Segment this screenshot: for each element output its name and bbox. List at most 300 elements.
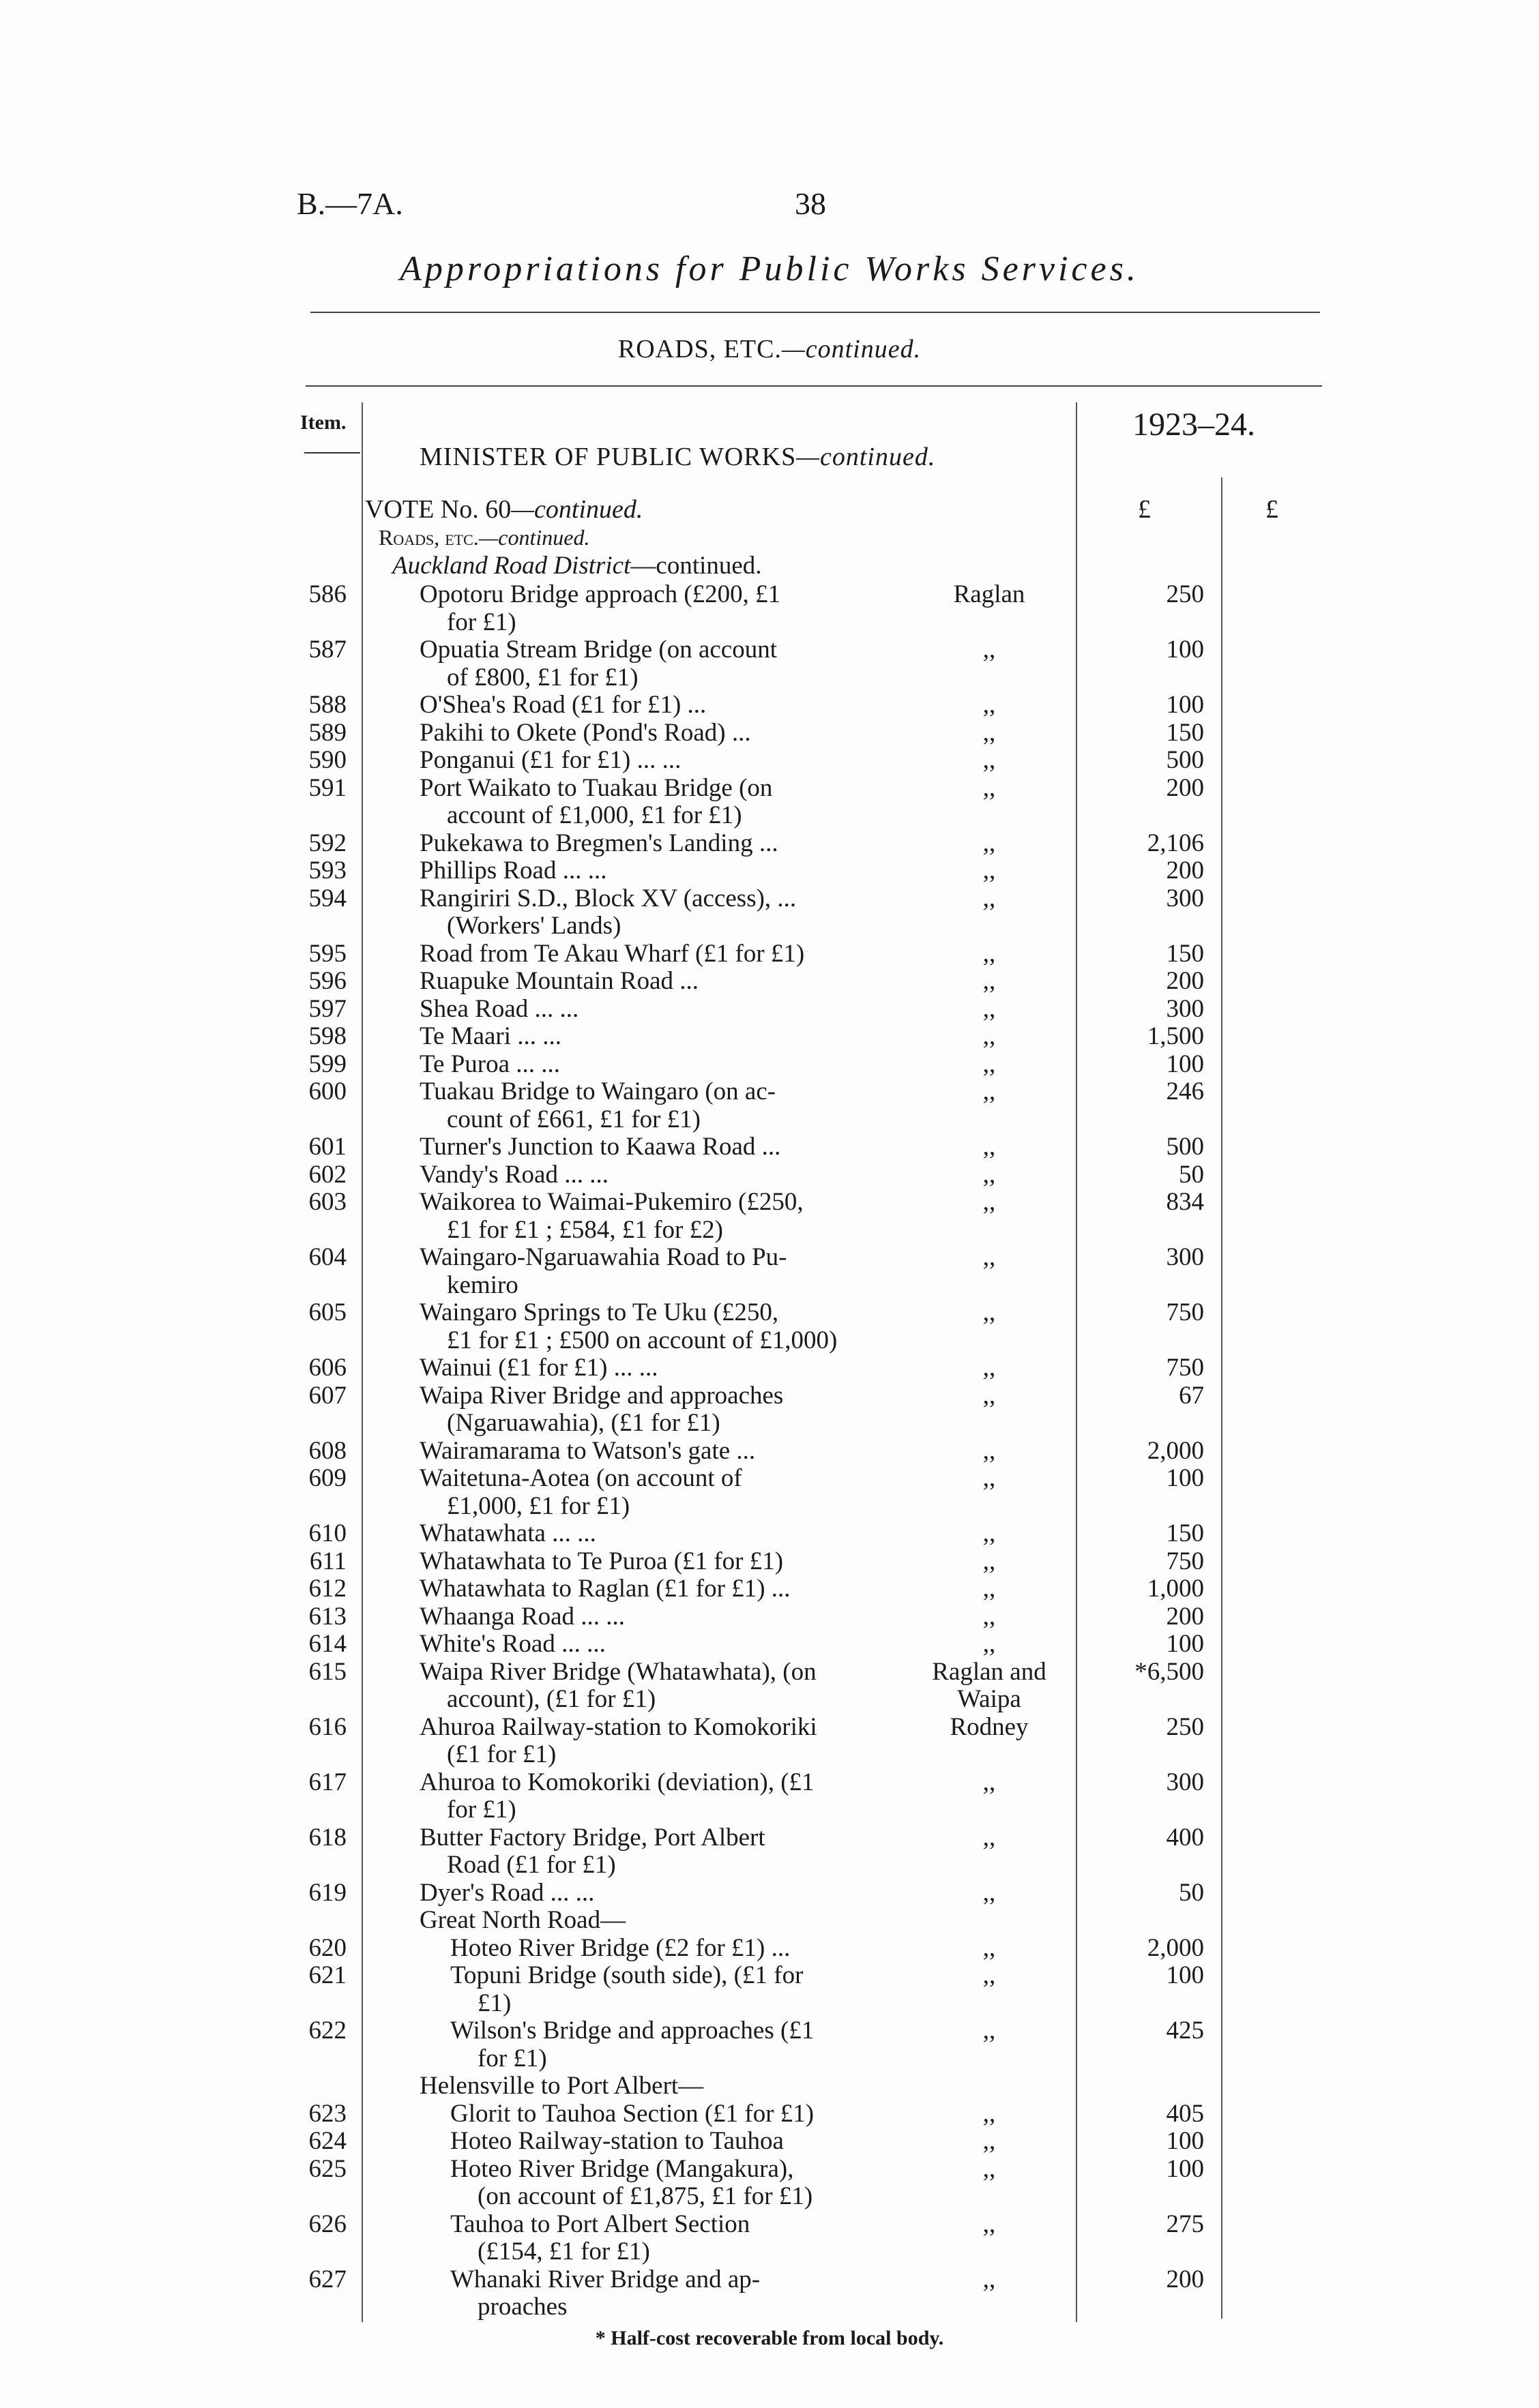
electoral-district: ,, [982, 636, 996, 664]
item-number: 593 [308, 857, 347, 885]
item-number: 626 [308, 2210, 347, 2238]
item-number: 617 [308, 1768, 347, 1796]
amount: 100 [1166, 1630, 1204, 1658]
appropriation-table [0, 581, 1539, 2321]
item-description [420, 1299, 894, 1354]
item-number: 605 [308, 1298, 347, 1326]
item-number: 625 [308, 2154, 347, 2183]
table-row [0, 2072, 1539, 2100]
description-line: Butter Factory Bridge, Port Albert [420, 1823, 765, 1852]
amount: 500 [1166, 1133, 1204, 1161]
description-line: Waipa River Bridge and approaches [420, 1381, 784, 1410]
item-description [420, 830, 894, 858]
electoral-district: ,, [982, 1354, 996, 1382]
amount: 300 [1166, 1768, 1204, 1796]
amount: *6,500 [1134, 1657, 1204, 1686]
electoral-district: Raglan and Waipa [932, 1657, 1046, 1713]
table-row [0, 775, 1539, 830]
item-description [420, 581, 894, 636]
electoral-district: ,, [982, 1547, 996, 1575]
amount: 250 [1166, 580, 1204, 608]
amount: 67 [1179, 1381, 1204, 1410]
description-line: £1 for £1 ; £500 on account of £1,000) [447, 1326, 838, 1354]
item-number: 587 [308, 636, 347, 664]
table-row [0, 1714, 1539, 1769]
electoral-district: ,, [982, 2099, 996, 2128]
description-line: proaches [478, 2293, 568, 2321]
table-row [0, 885, 1539, 940]
table-row [0, 968, 1539, 996]
electoral-district: ,, [982, 884, 996, 912]
table-row [0, 1465, 1539, 1520]
district-heading [392, 551, 762, 580]
description-line: Ponganui (£1 for £1) ... ... [420, 746, 681, 774]
item-number: 598 [308, 1022, 347, 1050]
electoral-district: ,, [982, 746, 996, 774]
item-number: 596 [308, 967, 347, 995]
item-description [420, 1879, 894, 1907]
description-line: (Ngaruawahia), (£1 for £1) [447, 1409, 720, 1437]
electoral-district: ,, [982, 773, 996, 802]
amount: 2,000 [1147, 1933, 1204, 1962]
amount: 275 [1166, 2210, 1204, 2238]
description-line: Whatawhata ... ... [420, 1519, 596, 1547]
section-title: ROADS, ETC. [617, 335, 782, 363]
amount: 300 [1166, 884, 1204, 912]
table-row [0, 1244, 1539, 1299]
electoral-district: ,, [982, 1022, 996, 1050]
amount: 200 [1166, 1602, 1204, 1631]
description-line: for £1) [478, 2044, 547, 2072]
table-row [0, 1962, 1539, 2017]
table-row [0, 1907, 1539, 1935]
table-row [0, 1575, 1539, 1603]
item-description [420, 1907, 894, 1935]
electoral-district: ,, [982, 691, 996, 719]
ministry-title: MINISTER OF PUBLIC WORKS [420, 443, 797, 471]
description-line: Whatawhata to Raglan (£1 for £1) ... [420, 1575, 791, 1603]
description-line: Wainui (£1 for £1) ... ... [420, 1354, 658, 1382]
electoral-district: ,, [982, 1050, 996, 1078]
description-line: Great North Road— [420, 1906, 626, 1934]
section-heading [0, 334, 1539, 364]
item-description [420, 940, 894, 968]
item-number: 590 [308, 746, 347, 774]
amount: 300 [1166, 994, 1204, 1023]
vote-label: VOTE No. 60 [365, 495, 512, 524]
item-number: 607 [308, 1381, 347, 1410]
amount: 425 [1166, 2017, 1204, 2045]
item-description [450, 1935, 924, 1963]
electoral-district: ,, [982, 1243, 996, 1271]
item-description [450, 2156, 924, 2211]
item-number: 616 [308, 1712, 347, 1741]
item-description [420, 1354, 894, 1382]
description-line: of £800, £1 for £1) [447, 663, 639, 692]
amount: 50 [1179, 1878, 1204, 1907]
item-description [420, 1244, 894, 1299]
item-description [420, 2072, 894, 2100]
electoral-district: ,, [982, 1602, 996, 1631]
item-number: 597 [308, 994, 347, 1023]
table-row [0, 857, 1539, 885]
amount: 250 [1166, 1712, 1204, 1741]
amount: 300 [1166, 1243, 1204, 1271]
amount: 100 [1166, 2154, 1204, 2183]
amount: 246 [1166, 1077, 1204, 1105]
description-line: Tuakau Bridge to Waingaro (on ac- [420, 1077, 776, 1105]
electoral-district: ,, [982, 2127, 996, 2155]
description-line: Waingaro-Ngaruawahia Road to Pu- [420, 1243, 787, 1271]
electoral-district: ,, [982, 1519, 996, 1547]
item-description [420, 1520, 894, 1548]
item-number: 610 [308, 1519, 347, 1547]
district-continued: —continued. [630, 552, 762, 580]
amount: 200 [1166, 773, 1204, 802]
table-row [0, 1824, 1539, 1879]
description-line: Waitetuna-Aotea (on account of [420, 1464, 742, 1492]
description-line: White's Road ... ... [420, 1630, 606, 1658]
description-line: Whatawhata to Te Puroa (£1 for £1) [420, 1547, 784, 1575]
item-description [420, 1023, 894, 1051]
item-description [420, 968, 894, 996]
description-line: Hoteo Railway-station to Tauhoa [450, 2127, 784, 2155]
table-row [0, 1603, 1539, 1631]
electoral-district: ,, [982, 1436, 996, 1465]
table-row [0, 1078, 1539, 1133]
item-number: 592 [308, 829, 347, 857]
item-number: 609 [308, 1464, 347, 1492]
description-line: Road (£1 for £1) [447, 1851, 616, 1879]
electoral-district: Raglan [953, 580, 1025, 608]
table-row [0, 2017, 1539, 2072]
section-continued: —continued. [781, 335, 922, 363]
description-line: kemiro [447, 1270, 518, 1299]
amount: 834 [1166, 1188, 1204, 1216]
electoral-district: ,, [982, 939, 996, 968]
item-description [420, 1382, 894, 1438]
description-line: Hoteo River Bridge (Mangakura), [450, 2154, 794, 2183]
vote-heading [365, 494, 643, 524]
amount: 100 [1166, 1050, 1204, 1078]
vote-continued: —continued. [511, 495, 643, 524]
amount: 150 [1166, 939, 1204, 968]
item-number: 600 [308, 1077, 347, 1105]
item-description [420, 1631, 894, 1659]
item-number: 614 [308, 1630, 347, 1658]
amount: 750 [1166, 1354, 1204, 1382]
electoral-district: ,, [982, 967, 996, 995]
table-row [0, 2156, 1539, 2211]
item-number: 612 [308, 1575, 347, 1603]
description-line: account), (£1 for £1) [447, 1685, 656, 1713]
item-description [420, 1465, 894, 1520]
item-description [420, 996, 894, 1024]
table-row [0, 1631, 1539, 1659]
description-line: Port Waikato to Tuakau Bridge (on [420, 773, 773, 802]
table-row [0, 2211, 1539, 2266]
item-description [420, 1438, 894, 1466]
table-row [0, 1769, 1539, 1824]
table-row [0, 1935, 1539, 1963]
item-description [420, 1575, 894, 1603]
table-row [0, 1299, 1539, 1354]
description-line: Wilson's Bridge and approaches (£1 [450, 2017, 815, 2045]
electoral-district: ,, [982, 829, 996, 857]
item-description [450, 2128, 924, 2156]
description-line: Opotoru Bridge approach (£200, £1 [420, 580, 781, 608]
subhead-heading [379, 525, 589, 550]
amount: 750 [1166, 1298, 1204, 1326]
currency-header-1: £ [1138, 495, 1151, 524]
description-line: Shea Road ... ... [420, 994, 579, 1023]
electoral-district: Rodney [950, 1712, 1029, 1741]
currency-header-2: £ [1265, 495, 1278, 524]
amount: 100 [1166, 636, 1204, 664]
item-number: 594 [308, 884, 347, 912]
electoral-district: ,, [982, 1878, 996, 1907]
header-rule [306, 385, 1322, 387]
electoral-district: ,, [982, 1188, 996, 1216]
item-number: 613 [308, 1602, 347, 1631]
year-column-header: 1923–24. [1132, 406, 1255, 443]
table-row [0, 1354, 1539, 1382]
amount: 200 [1166, 2265, 1204, 2293]
amount: 150 [1166, 1519, 1204, 1547]
table-row [0, 1382, 1539, 1438]
electoral-district: ,, [982, 2017, 996, 2045]
electoral-district: ,, [982, 1464, 996, 1492]
amount: 100 [1166, 1961, 1204, 1989]
item-description [420, 1603, 894, 1631]
table-row [0, 1879, 1539, 1907]
description-line: O'Shea's Road (£1 for £1) ... [420, 691, 707, 719]
item-number: 624 [308, 2127, 347, 2155]
item-number: 627 [308, 2265, 347, 2293]
item-description [450, 1962, 924, 2017]
table-row [0, 996, 1539, 1024]
amount: 150 [1166, 718, 1204, 747]
item-description [420, 636, 894, 692]
table-row [0, 2100, 1539, 2128]
description-line: Whaanga Road ... ... [420, 1602, 626, 1631]
item-description [420, 747, 894, 775]
electoral-district: ,, [982, 1133, 996, 1161]
item-number: 611 [309, 1547, 347, 1575]
table-row [0, 1548, 1539, 1576]
amount: 200 [1166, 967, 1204, 995]
description-line: Rangiriri S.D., Block XV (access), ... [420, 884, 797, 912]
item-description [420, 857, 894, 885]
item-number: 595 [308, 939, 347, 968]
description-line: account of £1,000, £1 for £1) [447, 801, 742, 829]
item-description [420, 1133, 894, 1161]
table-row [0, 719, 1539, 747]
description-line: Phillips Road ... ... [420, 857, 607, 885]
item-number: 603 [308, 1188, 347, 1216]
table-row [0, 636, 1539, 692]
amount: 2,000 [1147, 1436, 1204, 1465]
item-description [420, 1659, 894, 1714]
electoral-district: ,, [982, 1575, 996, 1603]
description-line: Waikorea to Waimai-Pukemiro (£250, [420, 1188, 804, 1216]
table-row [0, 1189, 1539, 1244]
description-line: Ahuroa to Komokoriki (deviation), (£1 [420, 1768, 815, 1796]
description-line: for £1) [447, 1796, 516, 1824]
item-description [420, 1714, 894, 1769]
item-number: 589 [308, 718, 347, 747]
description-line: £1 for £1 ; £584, £1 for £2) [447, 1215, 723, 1244]
item-number: 620 [308, 1933, 347, 1962]
description-line: Te Puroa ... ... [420, 1050, 561, 1078]
amount: 2,106 [1147, 829, 1204, 857]
item-description [420, 692, 894, 719]
table-row [0, 1133, 1539, 1161]
description-line: Road from Te Akau Wharf (£1 for £1) [420, 939, 805, 968]
item-number: 621 [308, 1961, 347, 1989]
item-number: 619 [308, 1878, 347, 1907]
description-line: Turner's Junction to Kaawa Road ... [420, 1133, 781, 1161]
description-line: Helensville to Port Albert— [420, 2072, 704, 2100]
table-row [0, 2128, 1539, 2156]
amount: 50 [1179, 1160, 1204, 1189]
table-row [0, 1161, 1539, 1189]
electoral-district: ,, [982, 1160, 996, 1189]
description-line: Waingaro Springs to Te Uku (£250, [420, 1298, 779, 1326]
ministry-continued: —continued. [796, 443, 936, 471]
document-code: B.—7A. [297, 186, 403, 221]
table-row [0, 2266, 1539, 2321]
description-line: Wairamarama to Watson's gate ... [420, 1436, 756, 1465]
item-description [420, 1824, 894, 1879]
electoral-district: ,, [982, 1933, 996, 1962]
electoral-district: ,, [982, 2154, 996, 2183]
description-line: Tauhoa to Port Albert Section [450, 2210, 750, 2238]
district-label: Auckland Road District [392, 552, 631, 580]
electoral-district: ,, [982, 1961, 996, 1989]
table-row [0, 581, 1539, 636]
electoral-district: ,, [982, 857, 996, 885]
table-row [0, 830, 1539, 858]
table-row [0, 1659, 1539, 1714]
description-line: Ahuroa Railway-station to Komokoriki [420, 1712, 817, 1741]
subhead-label: Roads, etc. [379, 525, 479, 550]
ministry-heading [420, 442, 935, 472]
amount: 100 [1166, 2127, 1204, 2155]
page-title: Appropriations for Public Works Services. [400, 250, 1139, 288]
table-row [0, 1520, 1539, 1548]
item-description [450, 2266, 924, 2321]
item-description [450, 2211, 924, 2266]
description-line: Pakihi to Okete (Pond's Road) ... [420, 718, 751, 747]
table-row [0, 940, 1539, 968]
amount: 200 [1166, 857, 1204, 885]
page-number: 38 [795, 186, 826, 221]
item-number: 608 [308, 1436, 347, 1465]
item-number: 622 [308, 2017, 347, 2045]
amount: 100 [1166, 1464, 1204, 1492]
amount: 405 [1166, 2099, 1204, 2128]
description-line: Ruapuke Mountain Road ... [420, 967, 699, 995]
electoral-district: ,, [982, 994, 996, 1023]
description-line: Te Maari ... ... [420, 1022, 562, 1050]
item-number: 602 [308, 1160, 347, 1189]
table-row [0, 1023, 1539, 1051]
item-description [420, 719, 894, 747]
description-line: Vandy's Road ... ... [420, 1160, 609, 1189]
item-number: 588 [308, 691, 347, 719]
item-description [420, 775, 894, 830]
description-line: Topuni Bridge (south side), (£1 for [450, 1961, 804, 1989]
item-description [420, 1189, 894, 1244]
description-line: (on account of £1,875, £1 for £1) [478, 2182, 813, 2210]
subhead-continued: —continued. [478, 525, 590, 550]
amount: 1,500 [1147, 1022, 1204, 1050]
item-number: 615 [308, 1657, 347, 1686]
description-line: Dyer's Road ... ... [420, 1878, 595, 1907]
description-line: Waipa River Bridge (Whatawhata), (on [420, 1657, 817, 1686]
description-line: Whanaki River Bridge and ap- [450, 2265, 761, 2293]
description-line: for £1) [447, 608, 516, 636]
item-number: 604 [308, 1243, 347, 1271]
title-rule [310, 312, 1320, 313]
item-number: 601 [308, 1133, 347, 1161]
electoral-district: ,, [982, 718, 996, 747]
description-line: (£1 for £1) [447, 1740, 557, 1768]
item-number: 599 [308, 1050, 347, 1078]
description-line: count of £661, £1 for £1) [447, 1105, 701, 1133]
amount: 500 [1166, 746, 1204, 774]
item-description [420, 1161, 894, 1189]
amount: 400 [1166, 1823, 1204, 1852]
footnote: * Half-cost recoverable from local body. [595, 2327, 944, 2349]
table-row [0, 1051, 1539, 1079]
item-description [420, 1769, 894, 1824]
amount: 1,000 [1147, 1575, 1204, 1603]
description-line: (Workers' Lands) [447, 912, 621, 940]
item-description [420, 885, 894, 940]
table-row [0, 1438, 1539, 1466]
item-description [450, 2017, 924, 2072]
electoral-district: ,, [982, 1823, 996, 1852]
item-number: 591 [308, 773, 347, 802]
description-line: £1,000, £1 for £1) [447, 1491, 630, 1520]
amount: 750 [1166, 1547, 1204, 1575]
item-description [420, 1078, 894, 1133]
electoral-district: ,, [982, 1381, 996, 1410]
table-row [0, 747, 1539, 775]
description-line: Glorit to Tauhoa Section (£1 for £1) [450, 2099, 815, 2128]
item-number: 606 [308, 1354, 347, 1382]
item-column-header: Item. [300, 411, 347, 434]
item-header-rule [304, 452, 360, 454]
item-description [450, 2100, 924, 2128]
description-line: Pukekawa to Bregmen's Landing ... [420, 829, 778, 857]
table-row [0, 692, 1539, 719]
electoral-district: ,, [982, 1768, 996, 1796]
item-description [420, 1548, 894, 1576]
item-number: 623 [308, 2099, 347, 2128]
description-line: Opuatia Stream Bridge (on account [420, 636, 777, 664]
description-line: Hoteo River Bridge (£2 for £1) ... [450, 1933, 791, 1962]
electoral-district: ,, [982, 1298, 996, 1326]
description-line: £1) [478, 1989, 512, 2017]
item-description [420, 1051, 894, 1079]
description-line: (£154, £1 for £1) [478, 2238, 650, 2265]
item-number: 618 [308, 1823, 347, 1852]
electoral-district: ,, [982, 1077, 996, 1105]
electoral-district: ,, [982, 1630, 996, 1658]
